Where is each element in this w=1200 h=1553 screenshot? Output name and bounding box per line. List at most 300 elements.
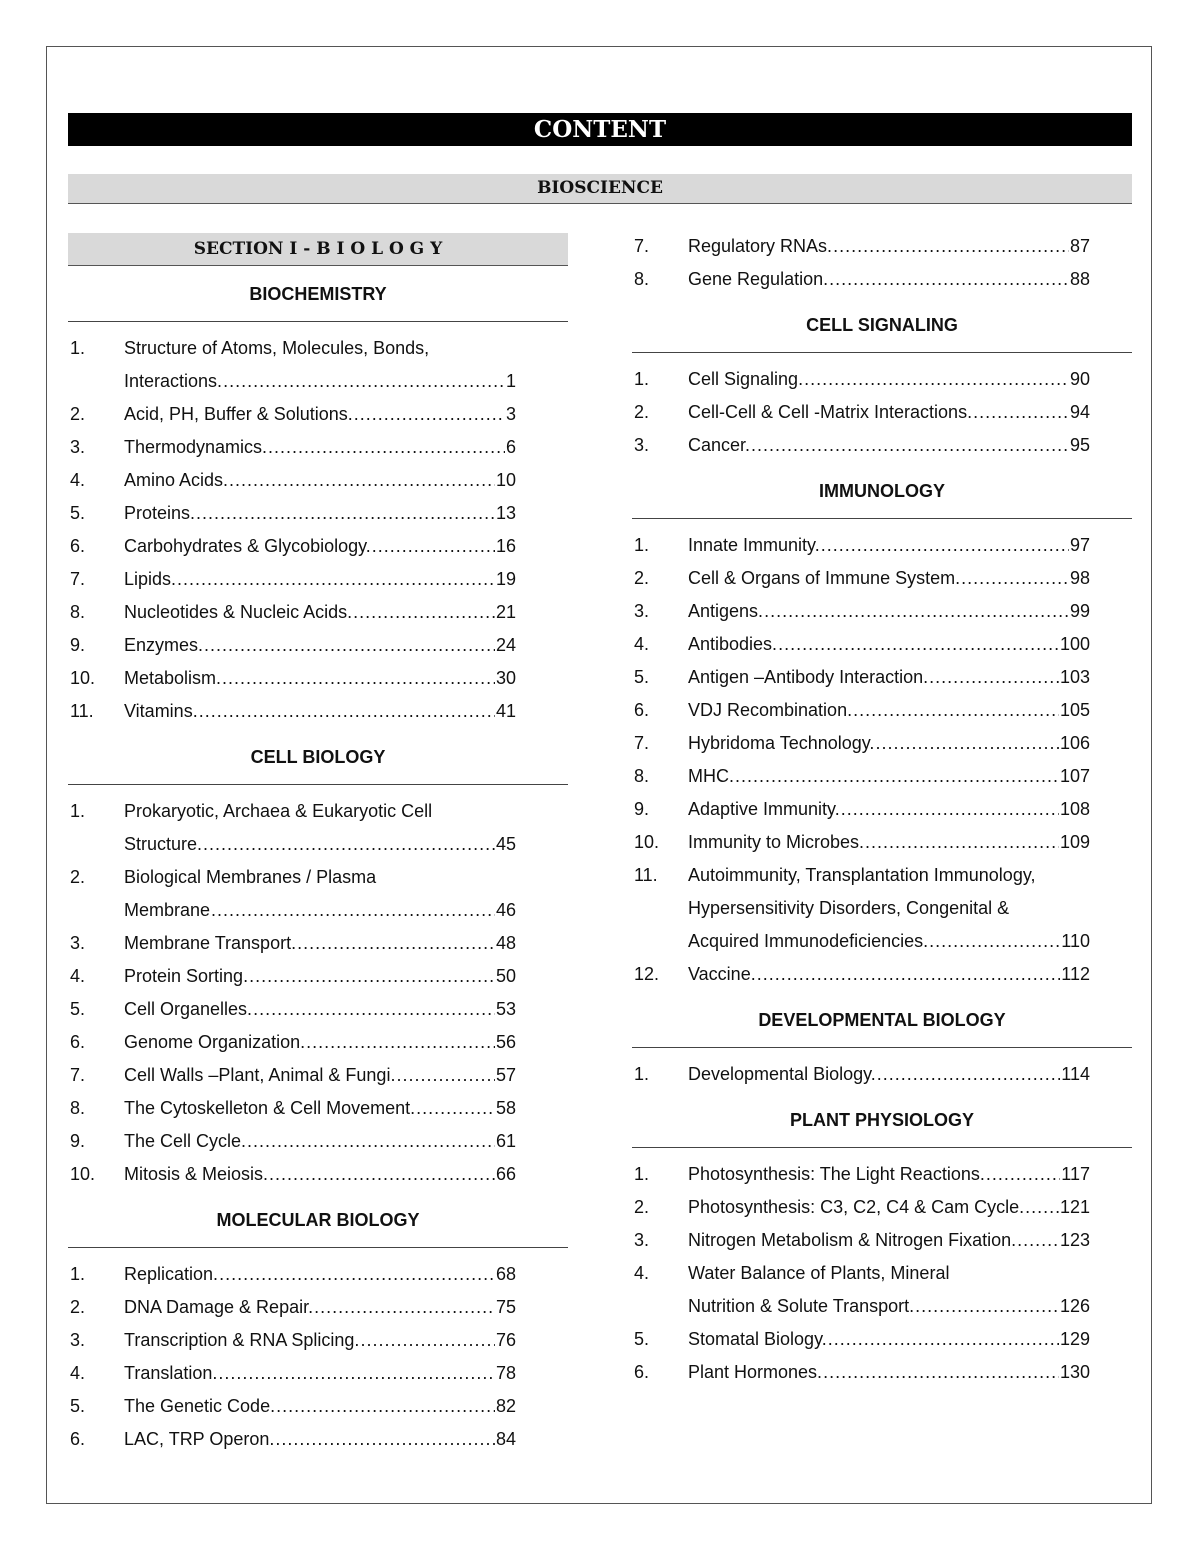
dot-leader [929, 925, 1060, 958]
entry-title-line: Membrane Transport. [124, 933, 297, 953]
entry-title-line: Hybridoma Technology. [688, 733, 875, 753]
toc-entry[interactable] [68, 464, 568, 497]
entry-title [124, 1423, 568, 1456]
dot-leader [829, 263, 1069, 296]
category-list [632, 1048, 1132, 1092]
entry-number: 2. [70, 404, 86, 424]
entry-leader-line [688, 429, 1090, 462]
entry-number: 8. [634, 766, 650, 786]
entry-leader-line [124, 497, 516, 530]
entry-title-line: Biological Membranes / Plasma [124, 867, 377, 887]
entry-title [124, 1390, 568, 1423]
dot-leader [877, 1058, 1061, 1091]
category-heading: PLANT PHYSIOLOGY [632, 1092, 1132, 1148]
category-heading: CELL SIGNALING [632, 297, 1132, 353]
entry-title [124, 1026, 568, 1059]
entry-leader-line [688, 628, 1090, 661]
entry-title [688, 429, 1132, 462]
entry-title-line: Antigens. [688, 601, 764, 621]
page-number: 46 [495, 900, 516, 920]
toc-entry[interactable] [632, 529, 1132, 562]
entry-leader-line [688, 263, 1090, 296]
entry-title-line: Prokaryotic, Archaea & Eukaryotic Cell [124, 801, 433, 821]
dot-leader [821, 529, 1069, 562]
entry-title-line: Photosynthesis: C3, C2, C4 & Cam Cycle. [688, 1197, 1025, 1217]
toc-entry[interactable] [68, 497, 568, 530]
toc-entry[interactable] [632, 727, 1132, 760]
entry-number: 1. [634, 1164, 650, 1184]
page-number: 129 [1059, 1329, 1090, 1349]
entry-number: 3. [70, 1330, 86, 1350]
entry-leader-line [124, 365, 516, 398]
entry-leader-line [688, 230, 1090, 263]
dot-leader [268, 431, 505, 464]
entry-title [124, 596, 568, 629]
toc-entry[interactable] [68, 1026, 568, 1059]
entry-title-line: Nitrogen Metabolism & Nitrogen Fixation. [688, 1230, 1017, 1250]
toc-entry[interactable] [632, 562, 1132, 595]
page-number: 109 [1059, 832, 1090, 852]
entry-title [688, 958, 1132, 991]
entry-title-line: Plant Hormones. [688, 1362, 823, 1382]
entry-title [124, 993, 568, 1026]
toc-entry[interactable] [632, 1257, 1132, 1323]
toc-entry[interactable] [68, 1158, 568, 1191]
page-number: 87 [1069, 236, 1090, 256]
entry-leader-line [688, 925, 1090, 958]
entry-leader-line [124, 1026, 516, 1059]
page-number: 66 [495, 1164, 516, 1184]
dot-leader [247, 1125, 495, 1158]
entry-title-line: Proteins. [124, 503, 196, 523]
entry-title [124, 497, 568, 530]
entry-number: 2. [70, 867, 86, 887]
entry-leader-line [688, 1158, 1090, 1191]
entry-title-line: Nucleotides & Nucleic Acids. [124, 602, 353, 622]
toc-entry[interactable] [632, 1323, 1132, 1356]
entry-title [124, 530, 568, 563]
toc-entry[interactable] [68, 1258, 568, 1291]
category-heading: CELL BIOLOGY [68, 729, 568, 785]
entry-title [124, 1258, 568, 1291]
category-list [68, 322, 568, 729]
entry-title-line: Antigen –Antibody Interaction. [688, 667, 929, 687]
entry-title-line: Structure. [124, 834, 203, 854]
entry-number: 3. [634, 435, 650, 455]
page-number: 1 [505, 371, 516, 391]
dot-leader [757, 958, 1061, 991]
entry-number: 6. [70, 1429, 86, 1449]
toc-entry[interactable] [632, 396, 1132, 429]
toc-entry[interactable] [68, 861, 568, 927]
entry-leader-line [124, 960, 516, 993]
toc-entry[interactable] [68, 332, 568, 398]
page-number: 121 [1059, 1197, 1090, 1217]
dot-leader [915, 1290, 1059, 1323]
entry-leader-line [124, 993, 516, 1026]
entry-number: 2. [634, 568, 650, 588]
entry-leader-line [688, 529, 1090, 562]
entry-title [124, 662, 568, 695]
entry-title [124, 1125, 568, 1158]
dot-leader [211, 894, 495, 927]
entry-leader-line [124, 464, 516, 497]
dot-leader [828, 1323, 1059, 1356]
entry-title [124, 861, 568, 927]
toc-entry[interactable] [68, 596, 568, 629]
entry-number: 2. [634, 402, 650, 422]
entry-leader-line [124, 927, 516, 960]
entry-title [688, 628, 1132, 661]
toc-entry[interactable] [68, 1357, 568, 1390]
page-number: 68 [495, 1264, 516, 1284]
entry-title-line: Adaptive Immunity. [688, 799, 840, 819]
toc-entry[interactable] [632, 1224, 1132, 1257]
entry-number: 10. [70, 668, 96, 688]
toc-entry[interactable] [68, 398, 568, 431]
entry-title [688, 661, 1132, 694]
page-number: 48 [495, 933, 516, 953]
entry-leader-line [124, 596, 516, 629]
page-number: 130 [1059, 1362, 1090, 1382]
toc-entry[interactable] [632, 958, 1132, 991]
toc-entry[interactable] [68, 695, 568, 728]
entry-number: 5. [634, 1329, 650, 1349]
dot-leader [372, 530, 495, 563]
entry-title-line: Cell-Cell & Cell -Matrix Interactions. [688, 402, 973, 422]
page-number: 13 [495, 503, 516, 523]
entry-number: 1. [634, 369, 650, 389]
entry-title-line: Mitosis & Meiosis. [124, 1164, 269, 1184]
entry-title [688, 1224, 1132, 1257]
toc-entry[interactable] [68, 1125, 568, 1158]
dot-leader [973, 396, 1069, 429]
entry-title-line: Cell Signaling. [688, 369, 804, 389]
entry-number: 3. [634, 1230, 650, 1250]
entry-title-line: The Cytoskelleton & Cell Movement. [124, 1098, 416, 1118]
page-number: 117 [1061, 1164, 1090, 1184]
entry-title-line: Nutrition & Solute Transport. [688, 1296, 915, 1316]
toc-entry[interactable] [632, 661, 1132, 694]
entry-number: 11. [70, 701, 94, 721]
entry-leader-line [124, 1059, 516, 1092]
entry-leader-line [124, 1092, 516, 1125]
page-number: 99 [1069, 601, 1090, 621]
entry-title [688, 1058, 1132, 1091]
entry-number: 12. [634, 964, 660, 984]
entry-number: 6. [634, 700, 650, 720]
dot-leader [841, 793, 1059, 826]
entry-title-line: Innate Immunity. [688, 535, 820, 555]
entry-title-line: Immunity to Microbes. [688, 832, 865, 852]
entry-number: 7. [70, 1065, 86, 1085]
toc-entry[interactable] [68, 960, 568, 993]
page-number: 100 [1059, 634, 1090, 654]
dot-leader [929, 661, 1059, 694]
dot-leader [764, 595, 1069, 628]
toc-entry[interactable] [632, 595, 1132, 628]
entry-title-line: The Genetic Code. [124, 1396, 276, 1416]
toc-entry[interactable] [68, 563, 568, 596]
toc-entry[interactable] [68, 1324, 568, 1357]
toc-entry[interactable] [632, 230, 1132, 263]
toc-entry[interactable] [632, 1356, 1132, 1389]
entry-title [124, 398, 568, 431]
entry-leader-line [688, 694, 1090, 727]
toc-entry[interactable] [632, 859, 1132, 958]
page-number: 108 [1059, 799, 1090, 819]
page-number: 105 [1059, 700, 1090, 720]
dot-leader [353, 596, 495, 629]
toc-entry[interactable] [632, 1158, 1132, 1191]
entry-title [124, 1291, 568, 1324]
right-lead-list [632, 228, 1132, 297]
entry-title [688, 396, 1132, 429]
content-title: CONTENT [68, 113, 1132, 146]
entry-number: 9. [70, 1131, 86, 1151]
page-number: 24 [495, 635, 516, 655]
entry-number: 11. [634, 865, 658, 885]
entry-title [124, 1324, 568, 1357]
entry-title-line: MHC. [688, 766, 734, 786]
page-number: 50 [495, 966, 516, 986]
entry-number: 7. [634, 236, 650, 256]
entry-title-line: Water Balance of Plants, Mineral [688, 1263, 950, 1283]
page-number: 114 [1061, 1064, 1090, 1084]
entry-title [688, 1191, 1132, 1224]
entry-title-line: Photosynthesis: The Light Reactions. [688, 1164, 985, 1184]
entry-leader-line [688, 793, 1090, 826]
entry-title [688, 727, 1132, 760]
bioscience-heading: BIOSCIENCE [68, 174, 1132, 204]
dot-leader [360, 1324, 495, 1357]
toc-entry[interactable] [68, 1059, 568, 1092]
page-number: 110 [1061, 931, 1090, 951]
entry-number: 2. [634, 1197, 650, 1217]
entry-title [124, 464, 568, 497]
entry-title-line: Thermodynamics. [124, 437, 268, 457]
dot-leader [396, 1059, 495, 1092]
entry-title [124, 431, 568, 464]
page-number: 58 [495, 1098, 516, 1118]
dot-leader [354, 398, 505, 431]
page-number: 78 [495, 1363, 516, 1383]
entry-title-line: Structure of Atoms, Molecules, Bonds, [124, 338, 430, 358]
entry-leader-line [688, 1191, 1090, 1224]
toc-entry[interactable] [68, 1291, 568, 1324]
entry-title-line: Interactions. [124, 371, 223, 391]
toc-entry[interactable] [632, 363, 1132, 396]
toc-entry[interactable] [68, 927, 568, 960]
entry-number: 4. [70, 1363, 86, 1383]
entry-title-line: Acquired Immunodeficiencies. [688, 931, 929, 951]
toc-entry[interactable] [68, 1390, 568, 1423]
toc-entry[interactable] [68, 431, 568, 464]
right-categories [632, 297, 1132, 1390]
entry-number: 7. [634, 733, 650, 753]
entry-title-line: Amino Acids. [124, 470, 229, 490]
entry-title-line: VDJ Recombination. [688, 700, 853, 720]
toc-entry[interactable] [632, 760, 1132, 793]
page-number: 41 [495, 701, 516, 721]
entry-leader-line [688, 1058, 1090, 1091]
entry-title-line: LAC, TRP Operon. [124, 1429, 275, 1449]
entry-title [688, 1257, 1132, 1323]
section-heading: SECTION I - B I O L O G Y [68, 233, 568, 266]
toc-entry[interactable] [68, 530, 568, 563]
entry-title [688, 1323, 1132, 1356]
dot-leader [778, 628, 1059, 661]
entry-title [124, 1158, 568, 1191]
entry-title [688, 793, 1132, 826]
entry-title-line: Replication. [124, 1264, 219, 1284]
dot-leader [253, 993, 495, 1026]
entry-number: 5. [70, 503, 86, 523]
entry-leader-line [124, 695, 516, 728]
entry-number: 1. [634, 1064, 650, 1084]
category-list [632, 1148, 1132, 1390]
entry-leader-line [124, 828, 516, 861]
page-number: 107 [1059, 766, 1090, 786]
page-number: 45 [495, 834, 516, 854]
entry-title-line: Developmental Biology. [688, 1064, 876, 1084]
toc-entry[interactable] [68, 1423, 568, 1456]
toc-entry[interactable] [68, 795, 568, 861]
entry-title-line: Autoimmunity, Transplantation Immunology, [688, 865, 1036, 885]
toc-entry[interactable] [632, 1058, 1132, 1091]
entry-leader-line [688, 363, 1090, 396]
page-number: 106 [1059, 733, 1090, 753]
page-number: 95 [1069, 435, 1090, 455]
category-list [68, 1248, 568, 1457]
page-number: 123 [1059, 1230, 1090, 1250]
entry-number: 5. [634, 667, 650, 687]
entry-title-line: Vaccine. [688, 964, 756, 984]
category-list [68, 785, 568, 1192]
page-number: 126 [1059, 1296, 1090, 1316]
entry-title-line: Protein Sorting. [124, 966, 249, 986]
entry-title [124, 332, 568, 398]
entry-title [124, 960, 568, 993]
page-number: 53 [495, 999, 516, 1019]
dot-leader [735, 760, 1059, 793]
entry-number: 4. [634, 634, 650, 654]
dot-leader [199, 695, 495, 728]
entry-title-line: Acid, PH, Buffer & Solutions. [124, 404, 353, 424]
entry-number: 3. [70, 933, 86, 953]
dot-leader [249, 960, 495, 993]
entry-title-line: Cell Walls –Plant, Animal & Fungi. [124, 1065, 396, 1085]
entry-leader-line [688, 562, 1090, 595]
entry-number: 10. [70, 1164, 96, 1184]
toc-entry[interactable] [632, 826, 1132, 859]
dot-leader [1017, 1224, 1059, 1257]
left-categories [68, 266, 568, 1457]
entry-title-line: Antibodies. [688, 634, 778, 654]
page-number: 112 [1061, 964, 1090, 984]
page-number: 90 [1069, 369, 1090, 389]
dot-leader [275, 1423, 495, 1456]
entry-title [124, 629, 568, 662]
entry-title-line: Vitamins. [124, 701, 198, 721]
dot-leader [276, 1390, 495, 1423]
toc-entry[interactable] [632, 628, 1132, 661]
entry-title [124, 695, 568, 728]
entry-title-line: Cell Organelles. [124, 999, 253, 1019]
entry-title-line: Membrane [124, 900, 211, 920]
entry-leader-line [688, 958, 1090, 991]
category-list [632, 519, 1132, 992]
toc-entry[interactable] [632, 429, 1132, 462]
entry-title [688, 1158, 1132, 1191]
entry-leader-line [124, 1357, 516, 1390]
entry-number: 4. [70, 966, 86, 986]
page-number: 75 [495, 1297, 516, 1317]
entry-leader-line [688, 760, 1090, 793]
entry-title-line: Cancer. [688, 435, 751, 455]
toc-entry[interactable] [68, 1092, 568, 1125]
toc-entry[interactable] [632, 263, 1132, 296]
dot-leader [865, 826, 1059, 859]
dot-leader [223, 365, 505, 398]
dot-leader [1025, 1191, 1059, 1224]
entry-leader-line [124, 1291, 516, 1324]
dot-leader [222, 662, 495, 695]
page-number: 16 [495, 536, 516, 556]
toc-entry[interactable] [68, 662, 568, 695]
toc-entry[interactable] [632, 793, 1132, 826]
dot-leader [218, 1357, 495, 1390]
toc-entry[interactable] [632, 1191, 1132, 1224]
entry-leader-line [124, 662, 516, 695]
entry-title [688, 859, 1132, 958]
entry-number: 2. [70, 1297, 86, 1317]
entry-title [124, 927, 568, 960]
category-heading: IMMUNOLOGY [632, 463, 1132, 519]
toc-entry[interactable] [68, 993, 568, 1026]
entry-number: 9. [634, 799, 650, 819]
entry-leader-line [688, 1323, 1090, 1356]
entry-number: 10. [634, 832, 660, 852]
entry-title-line: DNA Damage & Repair. [124, 1297, 314, 1317]
entry-number: 9. [70, 635, 86, 655]
entry-title [688, 562, 1132, 595]
page-number: 84 [495, 1429, 516, 1449]
dot-leader [196, 497, 495, 530]
entry-leader-line [688, 1290, 1090, 1323]
entry-leader-line [124, 1390, 516, 1423]
category-heading: DEVELOPMENTAL BIOLOGY [632, 992, 1132, 1048]
right-column [632, 228, 1132, 1390]
entry-leader-line [124, 1125, 516, 1158]
entry-title-line: Enzymes. [124, 635, 204, 655]
entry-number: 8. [70, 602, 86, 622]
entry-number: 4. [634, 1263, 650, 1283]
toc-entry[interactable] [68, 629, 568, 662]
entry-number: 1. [70, 1264, 86, 1284]
entry-title-line: Metabolism. [124, 668, 222, 688]
page-number: 6 [505, 437, 516, 457]
entry-title [688, 230, 1132, 263]
page-number: 3 [505, 404, 516, 424]
entry-title [688, 694, 1132, 727]
entry-number: 8. [70, 1098, 86, 1118]
toc-entry[interactable] [632, 694, 1132, 727]
entry-leader-line [124, 563, 516, 596]
entry-number: 8. [634, 269, 650, 289]
entry-title-line: Carbohydrates & Glycobiology. [124, 536, 371, 556]
entry-leader-line [688, 595, 1090, 628]
